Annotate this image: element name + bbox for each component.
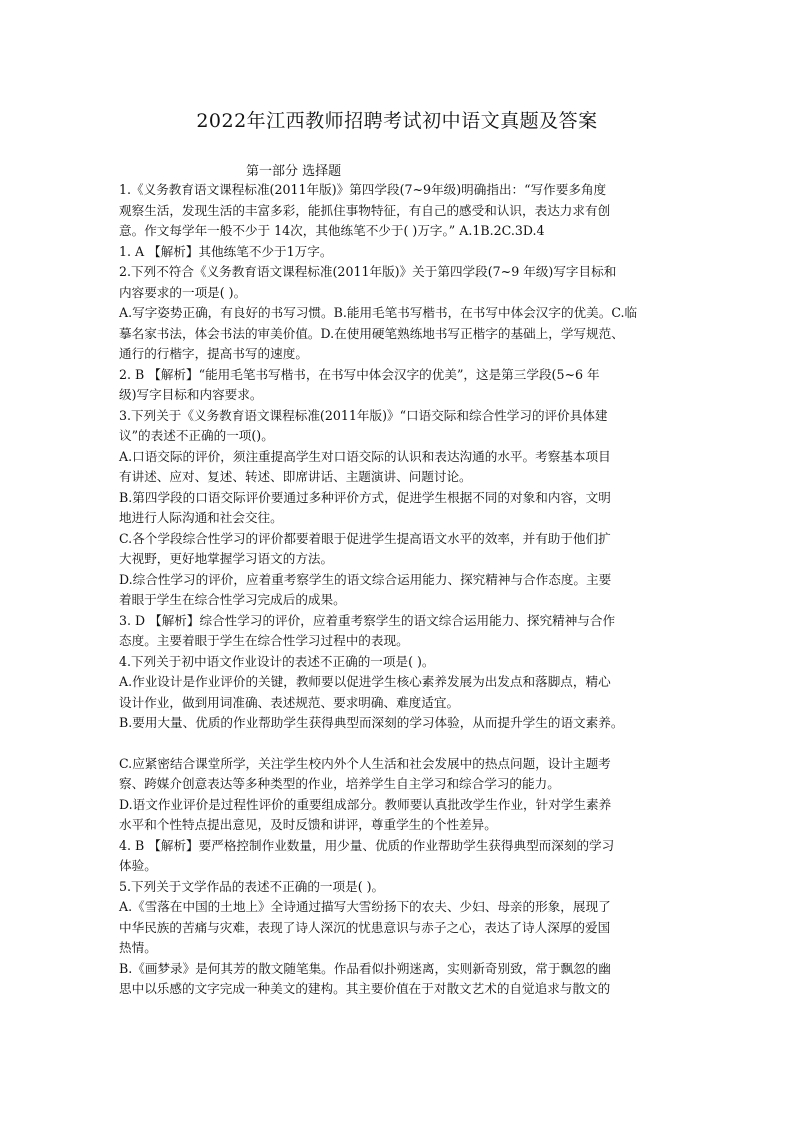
text-line: 内容要求的一项是( )。	[119, 284, 247, 300]
text-line: D.综合性学习的评价，应着重考察学生的语文综合运用能力、探究精神与合作态度。主要	[119, 571, 612, 587]
text-line: 议”的表述不正确的一项()。	[119, 428, 274, 443]
text-line: B.第四学段的口语交际评价要通过多种评价方式，促进学生根据不同的对象和内容，文明	[119, 489, 611, 505]
text-line: A.《雪落在中国的土地上》全诗通过描写大雪纷扬下的农夫、少妇、母亲的形象，展现了	[119, 899, 611, 914]
text-line: C.应紧密结合课堂所学，关注学生校内外个人生活和社会发展中的热点问题，设计主题考	[119, 755, 611, 771]
text-line: 4. B 【解析】要严格控制作业数量，用少量、优质的作业帮助学生获得典型而深刻的学习	[119, 837, 615, 853]
text-line: A.作业设计是作业评价的关键，教师要以促进学生核心素养发展为出发点和落脚点，精心	[119, 674, 611, 689]
blank-line	[119, 734, 687, 754]
text-line: 2. B 【解析】“能用毛笔书写楷书，在书写中体会汉字的优美”，这是第三学段(5~6 年	[119, 366, 600, 382]
document-body	[119, 180, 687, 1000]
text-line: 地进行人际沟通和社会交往。	[119, 510, 283, 525]
text-line: A.写字姿势正确，有良好的书写习惯。B.能用毛笔书写楷书，在书写中体会汉字的优美。C.临	[119, 305, 638, 320]
text-line: 着眼于学生在综合性学习完成后的成果。	[119, 592, 346, 607]
text-line: 意。作文每学年一般不少于 14次，其他练笔不少于( )万字。” A.1B.2C.3D.4	[119, 223, 545, 238]
text-line: 水平和个性特点提出意见，及时反馈和讲评，尊重学生的个性差异。	[119, 817, 497, 832]
section-heading: 第一部分 选择题	[246, 164, 342, 179]
text-line: 中华民族的苦痛与灾难，表现了诗人深沉的忧患意识与赤子之心，表达了诗人深厚的爱国	[119, 919, 611, 935]
text-line: 大视野，更好地掌握学习语文的方法。	[119, 551, 334, 566]
text-line: 态度。主要着眼于学生在综合性学习过程中的表现。	[119, 633, 409, 648]
text-line: B.《画梦录》是何其芳的散文随笔集。作品看似扑朔迷离，实则新奇别致，常于飘忽的幽	[119, 960, 611, 976]
text-line: 察、跨媒介创意表达等多种类型的作业，培养学生自主学习和综合学习的能力。	[119, 776, 560, 791]
text-line: 思中以乐感的文字完成一种美文的建构。其主要价值在于对散文艺术的自觉追求与散文的	[119, 981, 611, 996]
text-line: 1.《义务教育语文课程标准(2011年版)》第四学段(7~9年级)明确指出：“写作要多角度	[119, 182, 607, 197]
text-line: A.口语交际的评价，须注重提高学生对口语交际的认识和表达沟通的水平。考察基本项目	[119, 448, 611, 464]
text-line: D.语文作业评价是过程性评价的重要组成部分。教师要认真批改学生作业，针对学生素养	[119, 796, 612, 812]
text-line: C.各个学段综合性学习的评价都要着眼于促进学生提高语文水平的效率，并有助于他们扩	[119, 530, 611, 546]
text-line: 体验。	[119, 858, 157, 873]
text-line: 4.下列关于初中语文作业设计的表述不正确的一项是( )。	[119, 653, 435, 669]
text-line: 3.下列关于《义务教育语文课程标准(2011年版)》“口语交际和综合性学习的评价具体建	[119, 407, 608, 423]
text-line: 2.下列不符合《义务教育语文课程标准(2011年版)》关于第四学段(7~9 年级)写字目标和	[119, 264, 617, 279]
text-line: B.要用大量、优质的作业帮助学生获得典型而深刻的学习体验，从而提升学生的语文素养。	[119, 715, 624, 730]
text-line: 有讲述、应对、复述、转述、即席讲话、主题演讲、问题讨论。	[119, 469, 472, 484]
text-line: 5.下列关于文学作品的表述不正确的一项是( )。	[119, 878, 385, 894]
text-line: 热情。	[119, 940, 157, 955]
text-line: 设计作业，做到用词准确、表述规范、要求明确、难度适宜。	[119, 694, 460, 710]
text-line: 1. A 【解析】其他练笔不少于1万字。	[119, 243, 333, 259]
document-title: 2022年江西教师招聘考试初中语文真题及答案	[196, 110, 598, 132]
text-line: 摹名家书法，体会书法的审美价值。D.在使用硬笔熟练地书写正楷字的基础上，学写规范、	[119, 325, 624, 341]
text-line: 级)写字目标和内容要求。	[119, 387, 263, 402]
text-line: 通行的行楷字，提高书写的速度。	[119, 346, 308, 361]
text-line: 观察生活，发现生活的丰富多彩，能抓住事物特征，有自己的感受和认识，表达力求有创	[119, 202, 611, 218]
text-line: 3. D 【解析】综合性学习的评价，应着重考察学生的语文综合运用能力、探究精神与合作	[119, 612, 616, 628]
